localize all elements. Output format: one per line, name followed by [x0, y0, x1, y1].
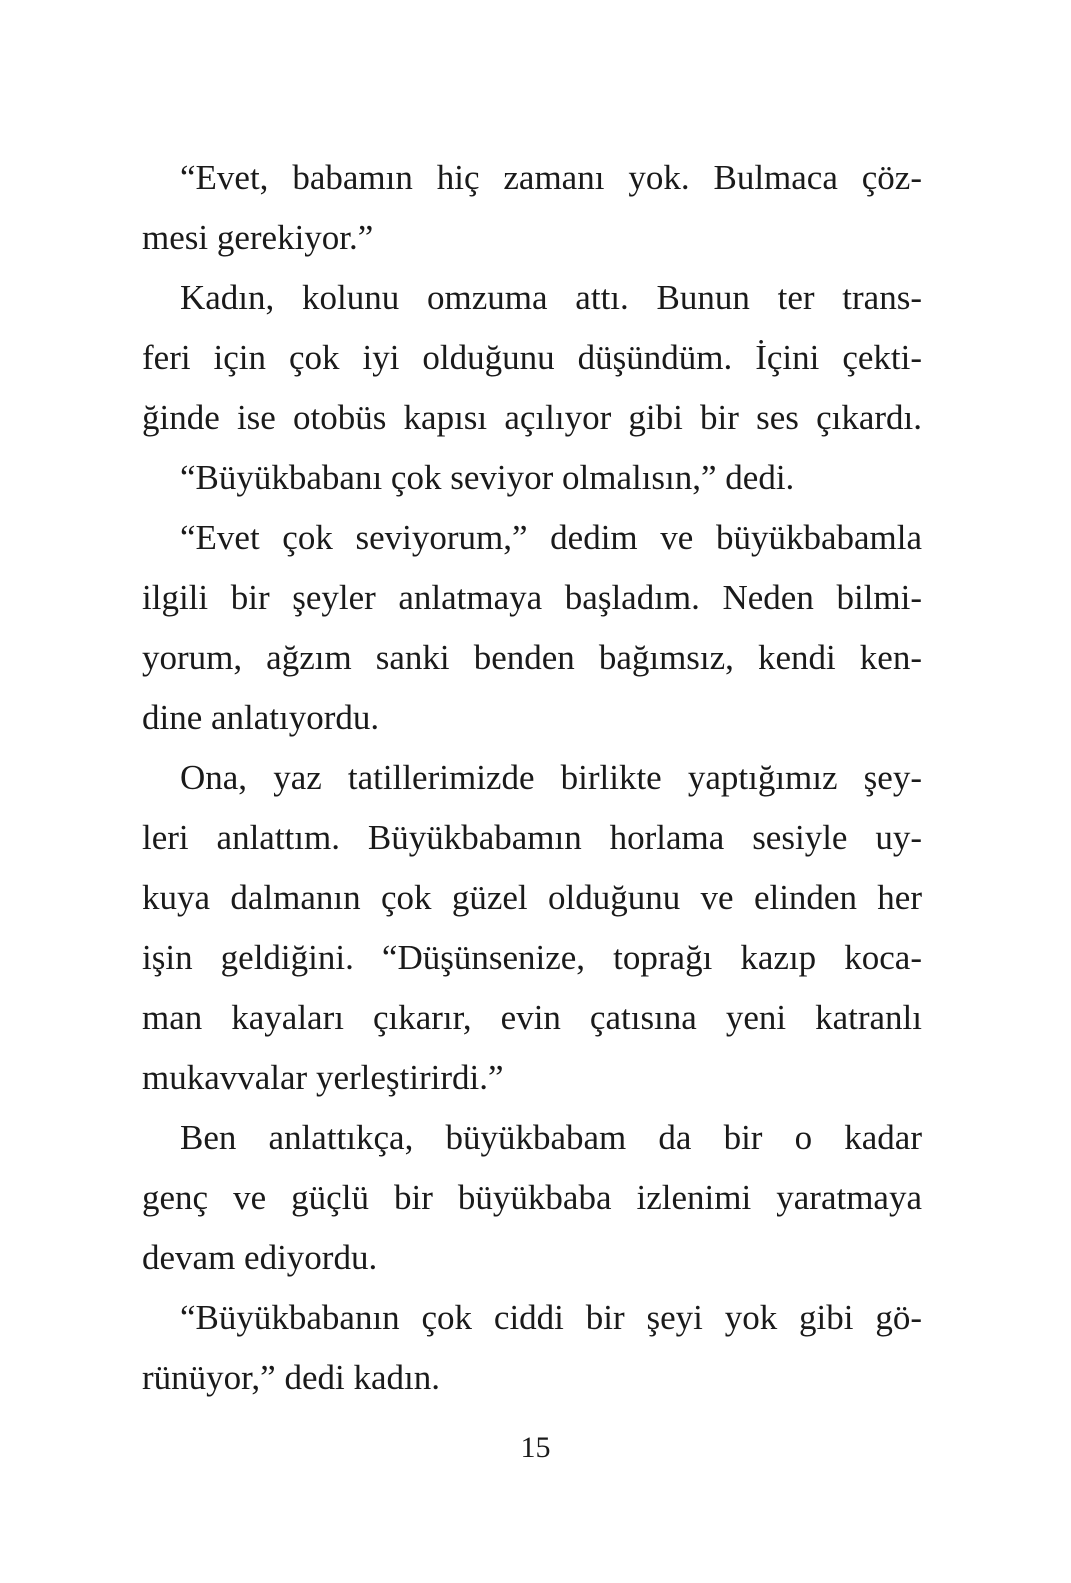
text-line: Kadın, kolunu omzuma attı. Bunun ter trans- — [180, 278, 922, 317]
text-line: ilgili bir şeyler anlatmaya başladım. Neden bilmi- — [142, 578, 922, 617]
text-line: genç ve güçlü bir büyükbaba izlenimi yaratmaya — [142, 1178, 922, 1217]
text-line: mukavvalar yerleştirirdi.” — [142, 1058, 504, 1097]
text-line: man kayaları çıkarır, evin çatısına yeni katranlı — [142, 998, 922, 1037]
text-line: rünüyor,” dedi kadın. — [142, 1358, 440, 1397]
text-line: işin geldiğini. “Düşünsenize, toprağı kazıp koca- — [142, 938, 922, 977]
text-line: dine anlatıyordu. — [142, 698, 380, 737]
body-text — [142, 148, 922, 1408]
text-line: “Evet, babamın hiç zamanı yok. Bulmaca çöz- — [180, 158, 922, 197]
text-line: yorum, ağzım sanki benden bağımsız, kendi ken- — [142, 638, 922, 677]
text-line: devam ediyordu. — [142, 1238, 378, 1277]
text-line: Ona, yaz tatillerimizde birlikte yaptığımız şey- — [180, 758, 922, 797]
text-line: ğinde ise otobüs kapısı açılıyor gibi bir ses çıkardı. — [142, 398, 922, 437]
text-line: kuya dalmanın çok güzel olduğunu ve elinden her — [142, 878, 922, 917]
text-line: mesi gerekiyor.” — [142, 218, 374, 257]
text-line: leri anlattım. Büyükbabamın horlama sesiyle uy- — [142, 818, 922, 857]
text-line: Ben anlattıkça, büyükbabam da bir o kadar — [180, 1118, 922, 1157]
text-line: “Büyükbabanın çok ciddi bir şeyi yok gibi gö- — [180, 1298, 922, 1337]
text-line: “Evet çok seviyorum,” dedim ve büyükbabamla — [180, 518, 922, 557]
page-number: 15 — [520, 1431, 551, 1464]
text-line: “Büyükbabanı çok seviyor olmalısın,” dedi. — [180, 458, 795, 497]
text-line: feri için çok iyi olduğunu düşündüm. İçini çekti- — [142, 338, 922, 377]
